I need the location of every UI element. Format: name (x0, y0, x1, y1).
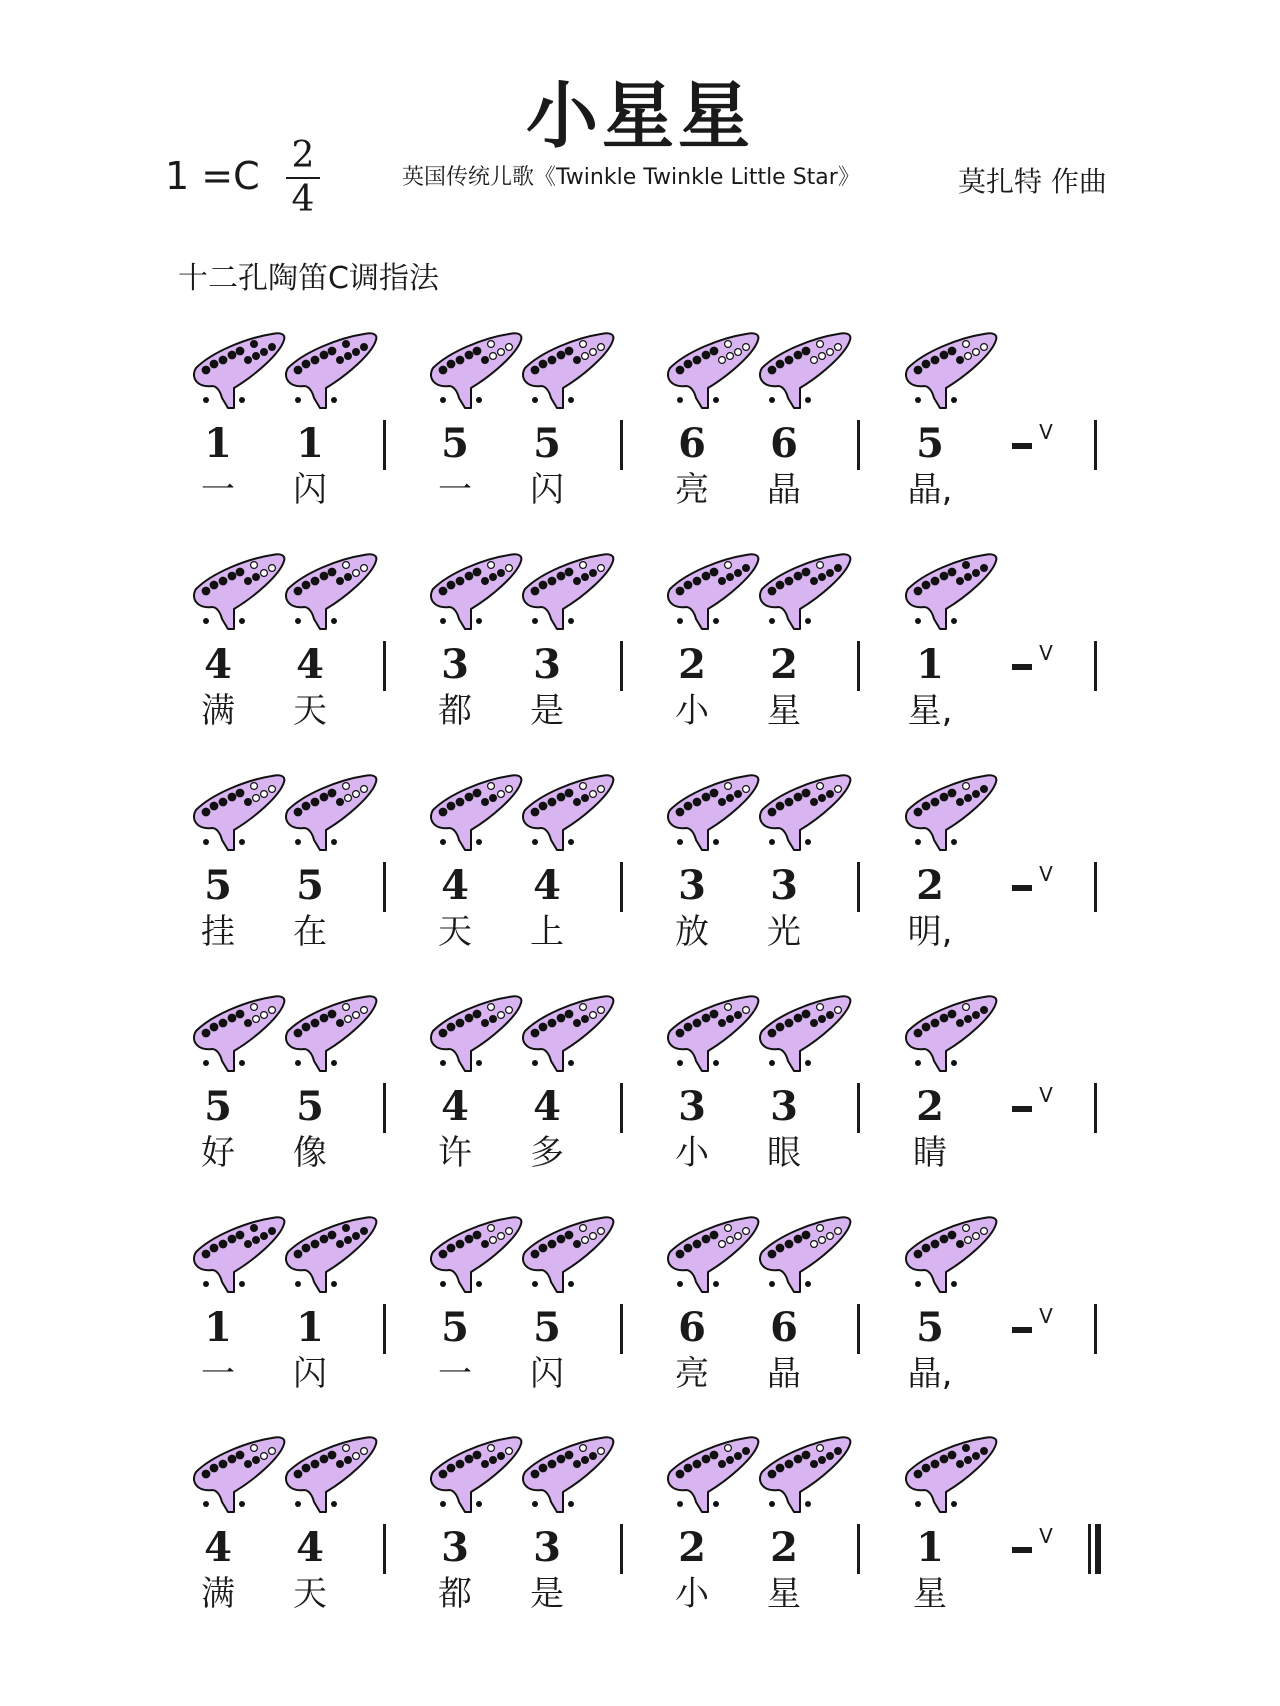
jianpu-note: 4 (204, 1524, 232, 1571)
lyric-syllable: 在 (293, 912, 327, 952)
lyric-syllable: 放 (675, 912, 709, 952)
jianpu-note: 3 (770, 862, 798, 909)
ocarina-fingering-icon (421, 1214, 525, 1296)
lyric-syllable: 闪 (530, 470, 564, 510)
bar-line (383, 420, 386, 470)
jianpu-note: 3 (441, 641, 469, 688)
jianpu-note: 2 (916, 1083, 944, 1130)
ocarina-fingering-icon (276, 330, 380, 412)
lyric-syllable: 一 (201, 1354, 235, 1394)
jianpu-note: 5 (916, 1304, 944, 1351)
jianpu-note: 5 (441, 1304, 469, 1351)
ocarina-fingering-icon (513, 551, 617, 633)
jianpu-note: 1 (296, 420, 324, 467)
lyric-syllable: 天 (293, 691, 327, 731)
lyric-syllable: 闪 (293, 1354, 327, 1394)
ocarina-fingering-icon (184, 551, 288, 633)
ocarina-fingering-icon (421, 772, 525, 854)
ocarina-fingering-icon (184, 1214, 288, 1296)
ocarina-fingering-icon (421, 551, 525, 633)
bar-line (620, 420, 623, 470)
ocarina-fingering-icon (276, 993, 380, 1075)
lyric-syllable: 天 (293, 1574, 327, 1614)
bar-line (620, 862, 623, 912)
lyric-syllable: 满 (201, 691, 235, 731)
jianpu-note: 3 (678, 862, 706, 909)
lyric-syllable: 是 (530, 691, 564, 731)
ocarina-fingering-icon (750, 772, 854, 854)
sustain-dash (1012, 443, 1032, 449)
end-bar-line (1094, 420, 1097, 470)
score-row (0, 772, 1280, 972)
bar-line (857, 1524, 860, 1574)
ocarina-fingering-icon (750, 551, 854, 633)
time-signature-bottom: 4 (291, 179, 315, 220)
jianpu-note: 3 (533, 1524, 561, 1571)
ocarina-fingering-icon (513, 1214, 617, 1296)
jianpu-note: 5 (916, 420, 944, 467)
ocarina-fingering-icon (896, 772, 1000, 854)
jianpu-note: 4 (441, 862, 469, 909)
jianpu-note: 5 (533, 1304, 561, 1351)
bar-line (857, 1083, 860, 1133)
jianpu-note: 6 (770, 1304, 798, 1351)
bar-line (857, 1304, 860, 1354)
jianpu-note: 5 (204, 1083, 232, 1130)
ocarina-fingering-icon (896, 330, 1000, 412)
lyric-syllable: 许 (438, 1133, 472, 1173)
jianpu-note: 3 (770, 1083, 798, 1130)
jianpu-note: 1 (916, 1524, 944, 1571)
ocarina-fingering-icon (513, 330, 617, 412)
ocarina-fingering-icon (658, 993, 762, 1075)
ocarina-fingering-icon (896, 1434, 1000, 1516)
bar-line (857, 420, 860, 470)
sustain-dash (1012, 1547, 1032, 1553)
jianpu-note: 3 (678, 1083, 706, 1130)
ocarina-fingering-icon (184, 993, 288, 1075)
ocarina-fingering-icon (276, 1214, 380, 1296)
lyric-syllable: 小 (675, 691, 709, 731)
lyric-syllable: 眼 (767, 1133, 801, 1173)
lyric-syllable: 光 (767, 912, 801, 952)
bar-line (620, 1083, 623, 1133)
ocarina-fingering-icon (658, 772, 762, 854)
ocarina-fingering-icon (513, 1434, 617, 1516)
ocarina-fingering-icon (276, 772, 380, 854)
breath-mark: V (1039, 641, 1053, 665)
jianpu-note: 3 (441, 1524, 469, 1571)
lyric-syllable: 星 (767, 1574, 801, 1614)
lyric-syllable: 晶, (907, 470, 953, 510)
lyric-syllable: 星, (907, 691, 953, 731)
ocarina-fingering-icon (750, 993, 854, 1075)
ocarina-fingering-icon (896, 1214, 1000, 1296)
breath-mark: V (1039, 862, 1053, 886)
lyric-syllable: 一 (438, 1354, 472, 1394)
bar-line (620, 1304, 623, 1354)
end-bar-line (1094, 862, 1097, 912)
song-source: 英国传统儿歌《Twinkle Twinkle Little Star》 (402, 165, 860, 190)
final-bar-line-thin (1088, 1524, 1091, 1574)
composer-credit: 莫扎特 作曲 (958, 165, 1107, 198)
lyric-syllable: 都 (438, 1574, 472, 1614)
time-signature (286, 135, 320, 220)
ocarina-fingering-icon (750, 330, 854, 412)
end-bar-line (1094, 641, 1097, 691)
lyric-syllable: 晶, (907, 1354, 953, 1394)
lyric-syllable: 闪 (293, 470, 327, 510)
ocarina-fingering-icon (421, 1434, 525, 1516)
ocarina-fingering-icon (896, 551, 1000, 633)
jianpu-note: 5 (296, 1083, 324, 1130)
ocarina-fingering-icon (421, 993, 525, 1075)
lyric-syllable: 好 (201, 1133, 235, 1173)
jianpu-note: 2 (770, 1524, 798, 1571)
lyric-syllable: 像 (293, 1133, 327, 1173)
jianpu-note: 1 (204, 420, 232, 467)
jianpu-note: 4 (204, 641, 232, 688)
ocarina-fingering-icon (750, 1434, 854, 1516)
lyric-syllable: 多 (530, 1133, 564, 1173)
lyric-syllable: 是 (530, 1574, 564, 1614)
lyric-syllable: 闪 (530, 1354, 564, 1394)
ocarina-fingering-icon (658, 1434, 762, 1516)
ocarina-fingering-icon (421, 330, 525, 412)
ocarina-fingering-icon (513, 772, 617, 854)
bar-line (383, 1304, 386, 1354)
jianpu-note: 6 (678, 1304, 706, 1351)
bar-line (857, 641, 860, 691)
sustain-dash (1012, 885, 1032, 891)
lyric-syllable: 亮 (675, 1354, 709, 1394)
ocarina-fingering-icon (184, 772, 288, 854)
lyric-syllable: 上 (530, 912, 564, 952)
ocarina-fingering-icon (658, 551, 762, 633)
jianpu-note: 6 (770, 420, 798, 467)
jianpu-note: 4 (296, 1524, 324, 1571)
bar-line (383, 641, 386, 691)
lyric-syllable: 一 (438, 470, 472, 510)
jianpu-note: 1 (204, 1304, 232, 1351)
jianpu-note: 6 (678, 420, 706, 467)
jianpu-note: 5 (533, 420, 561, 467)
ocarina-fingering-icon (750, 1214, 854, 1296)
breath-mark: V (1039, 420, 1053, 444)
jianpu-note: 2 (916, 862, 944, 909)
ocarina-fingering-icon (513, 993, 617, 1075)
lyric-syllable: 一 (201, 470, 235, 510)
ocarina-fingering-icon (184, 330, 288, 412)
jianpu-note: 5 (204, 862, 232, 909)
lyric-syllable: 挂 (201, 912, 235, 952)
breath-mark: V (1039, 1304, 1053, 1328)
lyric-syllable: 天 (438, 912, 472, 952)
final-bar-line-thick (1095, 1524, 1101, 1574)
jianpu-note: 5 (296, 862, 324, 909)
jianpu-note: 4 (533, 1083, 561, 1130)
score-row (0, 1434, 1280, 1634)
jianpu-note: 2 (678, 1524, 706, 1571)
time-signature-top: 2 (291, 135, 315, 176)
lyric-syllable: 晶 (767, 470, 801, 510)
lyric-syllable: 星 (767, 691, 801, 731)
ocarina-fingering-icon (184, 1434, 288, 1516)
bar-line (383, 862, 386, 912)
lyric-syllable: 晶 (767, 1354, 801, 1394)
jianpu-note: 3 (533, 641, 561, 688)
lyric-syllable: 睛 (913, 1133, 947, 1173)
jianpu-note: 5 (441, 420, 469, 467)
breath-mark: V (1039, 1083, 1053, 1107)
jianpu-note: 1 (916, 641, 944, 688)
score-row (0, 993, 1280, 1193)
ocarina-fingering-icon (658, 1214, 762, 1296)
lyric-syllable: 小 (675, 1133, 709, 1173)
ocarina-fingering-icon (276, 551, 380, 633)
ocarina-fingering-icon (658, 330, 762, 412)
lyric-syllable: 明, (907, 912, 953, 952)
fingering-subtitle: 十二孔陶笛C调指法 (178, 261, 439, 296)
lyric-syllable: 亮 (675, 470, 709, 510)
bar-line (620, 641, 623, 691)
jianpu-note: 1 (296, 1304, 324, 1351)
jianpu-note: 4 (533, 862, 561, 909)
bar-line (383, 1524, 386, 1574)
jianpu-note: 4 (296, 641, 324, 688)
ocarina-fingering-icon (276, 1434, 380, 1516)
score-row (0, 1214, 1280, 1414)
sustain-dash (1012, 1106, 1032, 1112)
bar-line (857, 862, 860, 912)
end-bar-line (1094, 1083, 1097, 1133)
bar-line (383, 1083, 386, 1133)
lyric-syllable: 满 (201, 1574, 235, 1614)
key-signature: 1 =C (165, 154, 260, 198)
bar-line (620, 1524, 623, 1574)
song-title: 小星星 (525, 74, 754, 158)
lyric-syllable: 小 (675, 1574, 709, 1614)
sustain-dash (1012, 1327, 1032, 1333)
jianpu-note: 2 (678, 641, 706, 688)
lyric-syllable: 星 (913, 1574, 947, 1614)
sustain-dash (1012, 664, 1032, 670)
jianpu-note: 4 (441, 1083, 469, 1130)
score-row (0, 551, 1280, 751)
score-row (0, 330, 1280, 530)
jianpu-note: 2 (770, 641, 798, 688)
breath-mark: V (1039, 1524, 1053, 1548)
ocarina-fingering-icon (896, 993, 1000, 1075)
end-bar-line (1094, 1304, 1097, 1354)
lyric-syllable: 都 (438, 691, 472, 731)
